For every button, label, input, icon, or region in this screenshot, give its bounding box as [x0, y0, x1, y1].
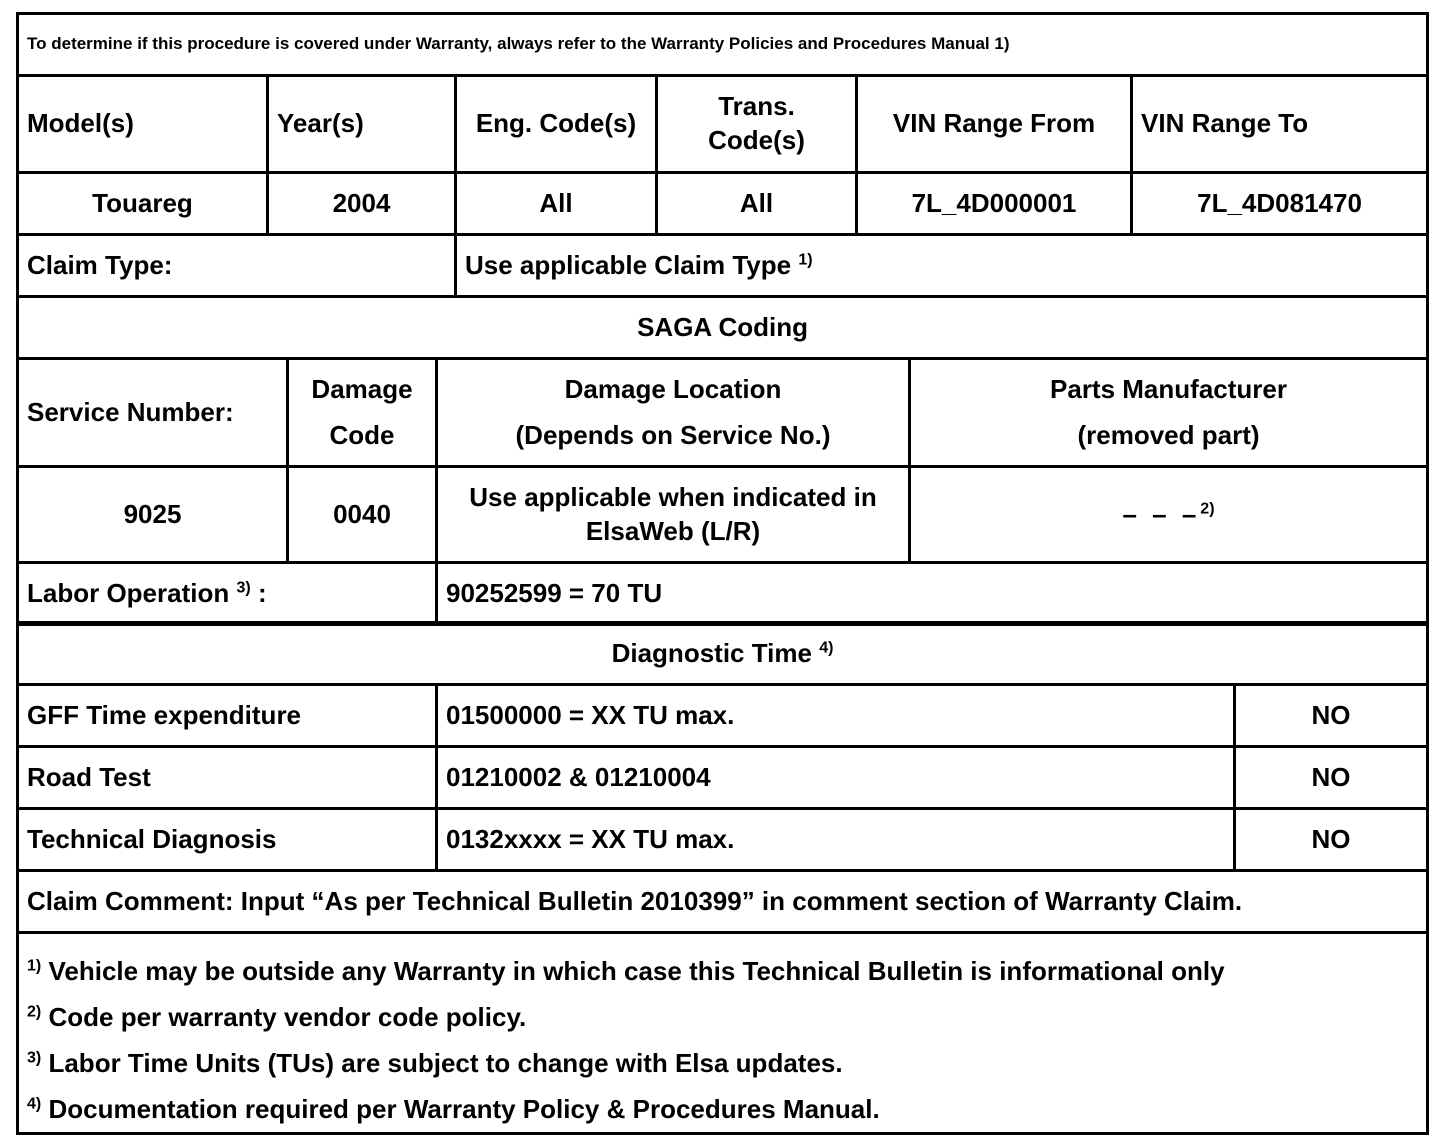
- diagnostic-code: 01500000 = XX TU max.: [437, 685, 1235, 747]
- eng-code-value: All: [456, 173, 657, 235]
- diagnostic-title: Diagnostic Time $^{4)}$: [18, 623, 1428, 685]
- diagnostic-label: GFF Time expenditure: [18, 685, 437, 747]
- service-number-value: 9025: [18, 467, 288, 563]
- diagnostic-row: [18, 809, 1428, 871]
- footnote-item: $^{2)}$ Code per warranty vendor code policy.: [27, 1002, 527, 1032]
- header-eng-codes: Eng. Code(s): [456, 76, 657, 173]
- footnote-item: $^{4)}$ Documentation required per Warranty Policy & Procedures Manual.: [27, 1094, 880, 1124]
- labor-operation-value: 90252599 = 70 TU: [437, 563, 1428, 625]
- header-models: Model(s): [18, 76, 268, 173]
- saga-table: [16, 357, 1429, 626]
- claim-type-label: Claim Type:: [18, 235, 456, 297]
- warranty-sheet: [16, 12, 1426, 1132]
- damage-location-value: Use applicable when indicated in ElsaWeb (L/R): [437, 467, 910, 563]
- footnote-mark: 3): [236, 578, 251, 596]
- trans-code-value: All: [657, 173, 857, 235]
- header-damage-location: Damage Location (Depends on Service No.): [437, 359, 910, 467]
- header-vin-to: VIN Range To: [1132, 76, 1428, 173]
- header-years: Year(s): [268, 76, 456, 173]
- diagnostic-table: [16, 621, 1429, 1135]
- header-parts-manufacturer: Parts Manufacturer (removed part): [910, 359, 1428, 467]
- footnote-item: $^{3)}$ Labor Time Units (TUs) are subject to change with Elsa updates.: [27, 1048, 843, 1078]
- damage-code-value: 0040: [288, 467, 437, 563]
- diagnostic-code: 0132xxxx = XX TU max.: [437, 809, 1235, 871]
- model-value: Touareg: [18, 173, 268, 235]
- diagnostic-code: 01210002 & 01210004: [437, 747, 1235, 809]
- header-trans-codes: Trans. Code(s): [657, 76, 857, 173]
- year-value: 2004: [268, 173, 456, 235]
- saga-title: SAGA Coding: [18, 297, 1428, 359]
- footnote-mark: 2): [1200, 499, 1215, 517]
- header-vin-from: VIN Range From: [857, 76, 1132, 173]
- header-note: To determine if this procedure is covered under Warranty, always refer to the Warranty Policies and Procedures Manual 1): [18, 14, 1428, 76]
- diagnostic-flag: NO: [1235, 809, 1428, 871]
- diagnostic-label: Technical Diagnosis: [18, 809, 437, 871]
- header-damage-code: Damage Code: [288, 359, 437, 467]
- footnote-item: $^{1)}$ Vehicle may be outside any Warranty in which case this Technical Bulletin is informational only: [27, 956, 1225, 986]
- footnote-mark: 4): [819, 638, 834, 656]
- diagnostic-row: [18, 685, 1428, 747]
- diagnostic-flag: NO: [1235, 685, 1428, 747]
- diagnostic-row: [18, 747, 1428, 809]
- diagnostic-label: Road Test: [18, 747, 437, 809]
- claim-comment: Claim Comment: Input “As per Technical Bulletin 2010399” in comment section of Warranty Claim.: [18, 871, 1428, 933]
- footnotes: [18, 933, 1428, 1134]
- labor-operation-label: Labor Operation $^{3)}$ :: [18, 563, 437, 625]
- vin-from-value: 7L_4D000001: [857, 173, 1132, 235]
- claim-type-value: Use applicable Claim Type $^{1)}$: [456, 235, 1428, 297]
- footnote-mark: 1): [798, 250, 813, 268]
- parts-manufacturer-value: – – –$^{2)}$: [910, 467, 1428, 563]
- vehicle-table: [16, 12, 1429, 360]
- vin-to-value: 7L_4D081470: [1132, 173, 1428, 235]
- header-service-number: Service Number:: [18, 359, 288, 467]
- diagnostic-flag: NO: [1235, 747, 1428, 809]
